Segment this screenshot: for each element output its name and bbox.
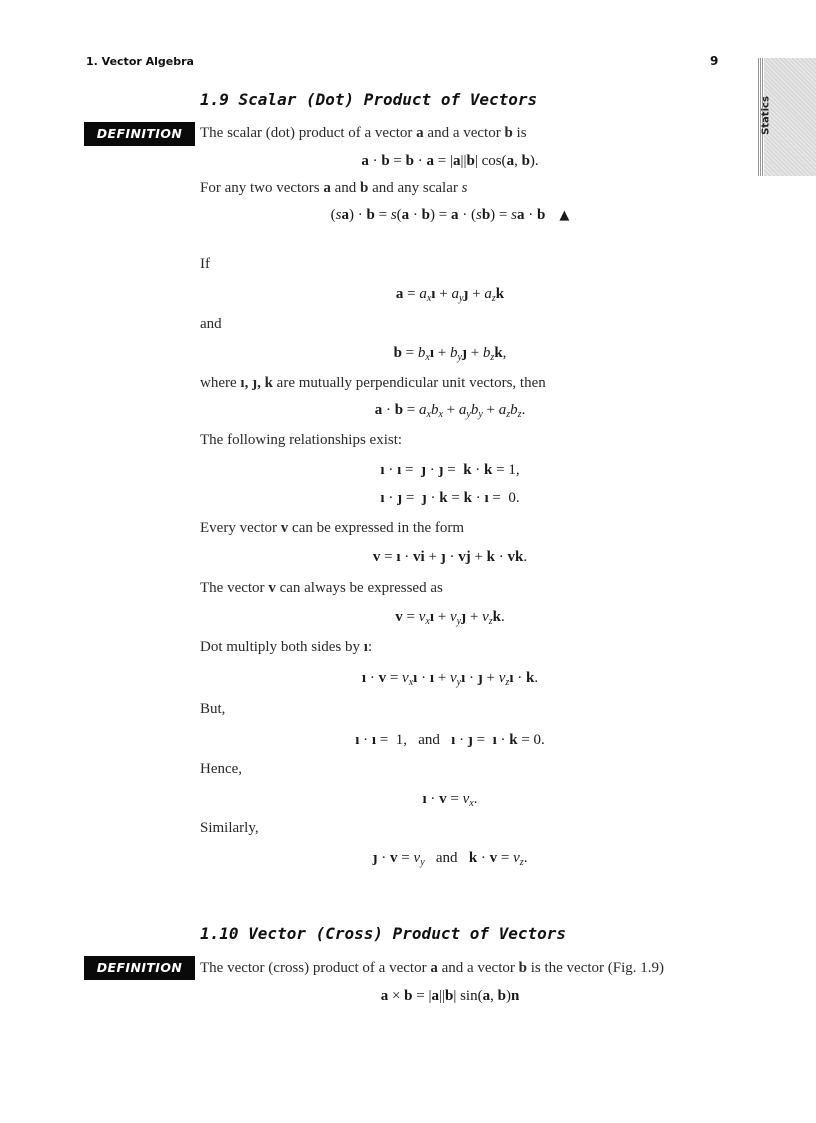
text-dot-multiply: Dot multiply both sides by ı:	[200, 639, 373, 655]
equation-vector-a: $a = a_xı$ + $a_yȷ + a_zk$	[395, 286, 505, 304]
text-if: If	[200, 256, 210, 272]
equation-unit-values: ı · ı = 1, and ı · ȷ = ı · k = 0.	[355, 732, 545, 748]
equation-unit-cross: ı · ȷ = ȷ · k = k · ı = 0.	[380, 490, 520, 506]
section-title-dot-product: 1.9 Scalar (Dot) Product of Vectors	[200, 90, 538, 109]
text-and: and	[200, 316, 222, 332]
equation-dot-components: $a \cdot b = a_xb_x + a_yb_y + a_zb_z$.	[374, 402, 526, 420]
definition-badge: DEFINITION	[84, 956, 195, 980]
definition-badge: DEFINITION	[84, 122, 195, 146]
section-title-cross-product: 1.10 Vector (Cross) Product of Vectors	[200, 924, 567, 943]
text-similarly: Similarly,	[200, 820, 259, 836]
equation-v-projection: v = ı · vi + ȷ · vj + k · vk.	[372, 549, 528, 565]
text-scalar-statement: For any two vectors a and b and any scalar s	[200, 180, 468, 196]
running-header-chapter: 1. Vector Algebra	[86, 55, 194, 68]
equation-dot-definition: a · b = b · a = |a||b| cos(a, b).	[361, 153, 539, 169]
page-number: 9	[710, 54, 719, 68]
text-every-vector: Every vector v can be expressed in the form	[200, 520, 465, 536]
equation-cross-definition: a × b = |a||b| sin(a, b)n	[380, 988, 520, 1004]
definition-text: The scalar (dot) product of a vector a and a vector b is	[200, 125, 527, 141]
equation-scalar-multiply: (sa) · b = s(a · b) = a · (sb) = sa · b ▲	[330, 207, 570, 223]
definition-text-cross: The vector (cross) product of a vector a and a vector b is the vector (Fig. 1.9)	[200, 960, 665, 976]
text-always-expressed: The vector v can always be expressed as	[200, 580, 443, 596]
equation-j-k-dot-v: ȷ · $v = v_y$ and $k \cdot v = v_z$.	[372, 850, 528, 868]
text-relationships: The following relationships exist:	[200, 432, 403, 448]
equation-v-components: $v = v_xı$ + $v_yȷ + v_zk$.	[395, 609, 505, 627]
equation-i-dot-v-expanded: ı · $v = v_xı$ · ı + $v_yı$ · ȷ + $v_zı \cdot k$.	[361, 670, 539, 688]
equation-unit-self: ı · ı = ȷ · ȷ = k · k = 1,	[380, 462, 520, 478]
text-but: But,	[200, 701, 226, 717]
equation-vector-b: $b = b_xı$ + $b_yȷ + b_zk$,	[393, 345, 507, 363]
equation-i-dot-v: ı · $v = v_x$.	[422, 791, 478, 809]
text-where: where ı, ȷ, k are mutually perpendicular unit vectors, then	[200, 375, 546, 391]
side-tab-label: Statics	[760, 96, 772, 135]
end-of-definition-triangle: ▲	[559, 208, 570, 223]
text-hence: Hence,	[200, 761, 243, 777]
